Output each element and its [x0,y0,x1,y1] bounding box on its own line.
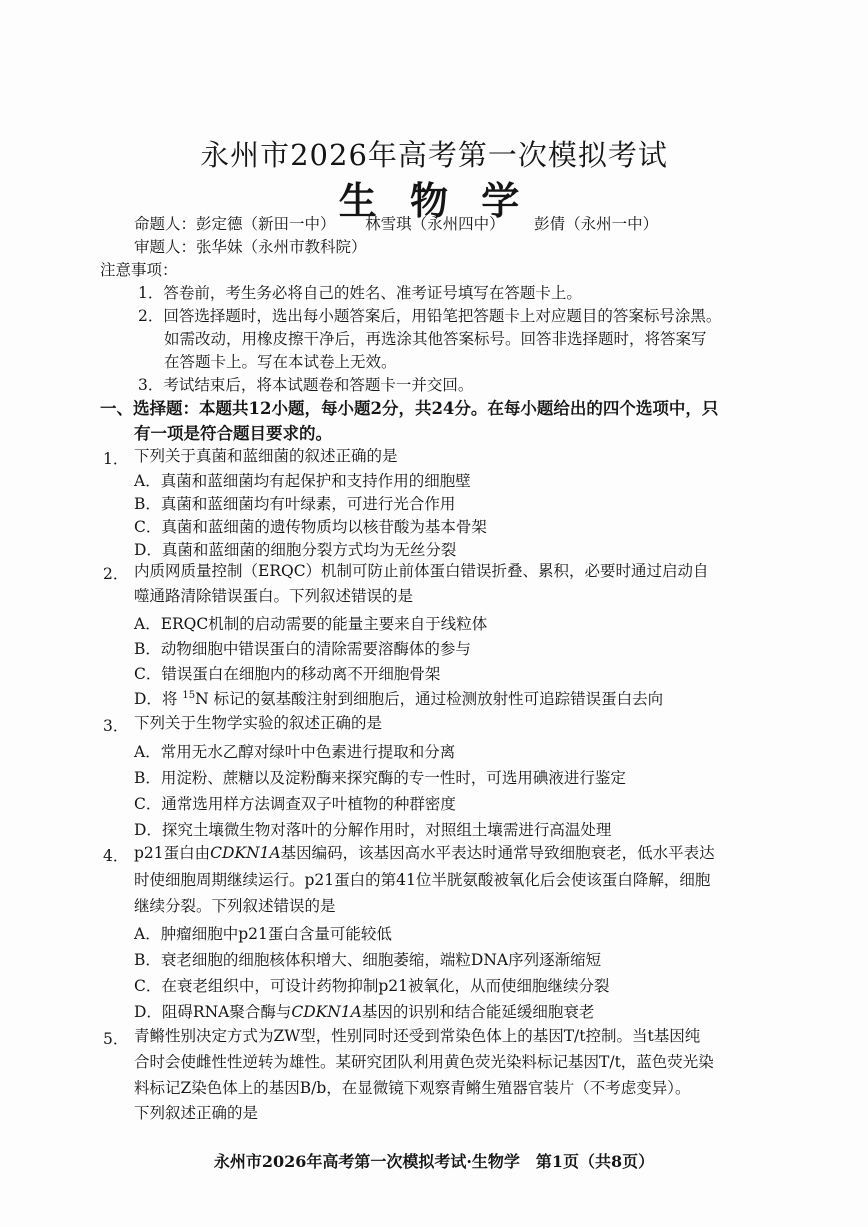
stem-text: p21蛋白由 [134,844,211,862]
stem-text: 基因编码，该基因高水平表达时通常导致细胞衰老，低水平表达 [280,844,715,862]
notice-item: 3．考试结束后，将本试题卷和答题卡一并交回。 [138,376,474,394]
question-stem: 料标记Z染色体上的基因B/b，在显微镜下观察青鳉生殖器官装片（不考虑变异）。 [134,1079,691,1097]
notice-item: 2．回答选择题时，选出每小题答案后，用铅笔把答题卡上对应题目的答案标号涂黑。 [138,307,722,325]
page-footer: 永州市2026年高考第一次模拟考试·生物学 第1页（共8页） [213,1152,655,1171]
option-d: D．真菌和蓝细菌的细胞分裂方式均为无丝分裂 [134,541,457,559]
option-c: C．错误蛋白在细胞内的移动离不开细胞骨架 [134,665,441,683]
option-a: A．常用无水乙醇对绿叶中色素进行提取和分离 [134,743,456,761]
isotope-mass-number: 15 [182,689,196,701]
option-b: B．动物细胞中错误蛋白的清除需要溶酶体的参与 [134,640,471,658]
question-stem: 下列叙述正确的是 [134,1104,259,1122]
question-stem: 合时会使雌性性逆转为雄性。某研究团队利用黄色荧光染料标记基因T/t，蓝色荧光染 [134,1053,714,1071]
option-b: B．衰老细胞的细胞核体积增大、细胞萎缩，端粒DNA序列逐渐缩短 [134,951,602,969]
option-a: A．真菌和蓝细菌均有起保护和支持作用的细胞壁 [134,472,471,490]
notice-item: 1．答卷前，考生务必将自己的姓名、准考证号填写在答题卡上。 [138,284,582,302]
question-stem: 继续分裂。下列叙述错误的是 [134,897,336,915]
question-number: 3． [103,717,129,735]
question-stem: 下列关于生物学实验的叙述正确的是 [134,714,383,732]
notice-item: 在答题卡上。写在本试卷上无效。 [164,353,397,371]
option-d [134,1000,594,1022]
question-number: 4． [103,847,129,865]
notice-heading: 注意事项： [100,261,178,279]
exam-title: 永州市2026年高考第一次模拟考试 [200,138,668,172]
reviewer-line: 审题人：张华妹（永州市教科院） [134,238,367,256]
option-a: A．肿瘤细胞中p21蛋白含量可能较低 [134,925,392,943]
subject-title: 生 物 学 [338,178,530,223]
option-a: A．ERQC机制的启动需要的能量主要来自于线粒体 [134,615,488,633]
option-d-text: D．阻碍RNA聚合酶与 [134,1003,292,1021]
section-heading-cont: 有一项是符合题目要求的。 [134,424,332,443]
option-d [134,687,663,709]
question-stem [134,843,715,863]
question-stem: 噬通路清除错误蛋白。下列叙述错误的是 [134,587,414,605]
option-b: B．用淀粉、蔗糖以及淀粉酶来探究酶的专一性时，可选用碘液进行鉴定 [134,769,626,787]
gene-name: CDKN1A [291,1003,362,1021]
option-d-text: 基因的识别和结合能延缓细胞衰老 [361,1003,595,1021]
question-stem: 青鳉性别决定方式为ZW型，性别同时还受到常染色体上的基因T/t控制。当t基因纯 [134,1027,701,1045]
question-number: 1． [103,450,129,468]
question-stem: 时使细胞周期继续运行。p21蛋白的第41位半胱氨酸被氧化后会使该蛋白降解，细胞 [134,871,711,889]
option-c: C．真菌和蓝细菌的遗传物质均以核苷酸为基本骨架 [134,518,487,536]
option-d-prefix: D．将 [134,690,183,708]
option-c: C．通常选用样方法调查双子叶植物的种群密度 [134,795,456,813]
question-stem: 下列关于真菌和蓝细菌的叙述正确的是 [134,447,398,465]
section-heading: 一、选择题：本题共12小题，每小题2分，共24分。在每小题给出的四个选项中，只 [100,399,719,418]
option-b: B．真菌和蓝细菌均有叶绿素，可进行光合作用 [134,495,456,513]
option-d: D．探究土壤微生物对落叶的分解作用时，对照组土壤需进行高温处理 [134,821,612,839]
option-d-suffix: N 标记的氨基酸注射到细胞后，通过检测放射性可追踪错误蛋白去向 [195,690,664,708]
question-number: 5． [103,1030,129,1048]
gene-name: CDKN1A [210,844,281,862]
question-number: 2． [103,565,129,583]
notice-item: 如需改动，用橡皮擦干净后，再选涂其他答案标号。回答非选择题时，将答案写 [164,330,707,348]
option-c: C．在衰老组织中，可设计药物抑制p21被氧化，从而使细胞继续分裂 [134,977,610,995]
authors-line: 命题人：彭定德（新田一中） 林雪琪（永州四中） 彭倩（永州一中） [134,215,659,233]
question-stem: 内质网质量控制（ERQC）机制可防止前体蛋白错误折叠、累积，必要时通过启动自 [134,562,709,580]
